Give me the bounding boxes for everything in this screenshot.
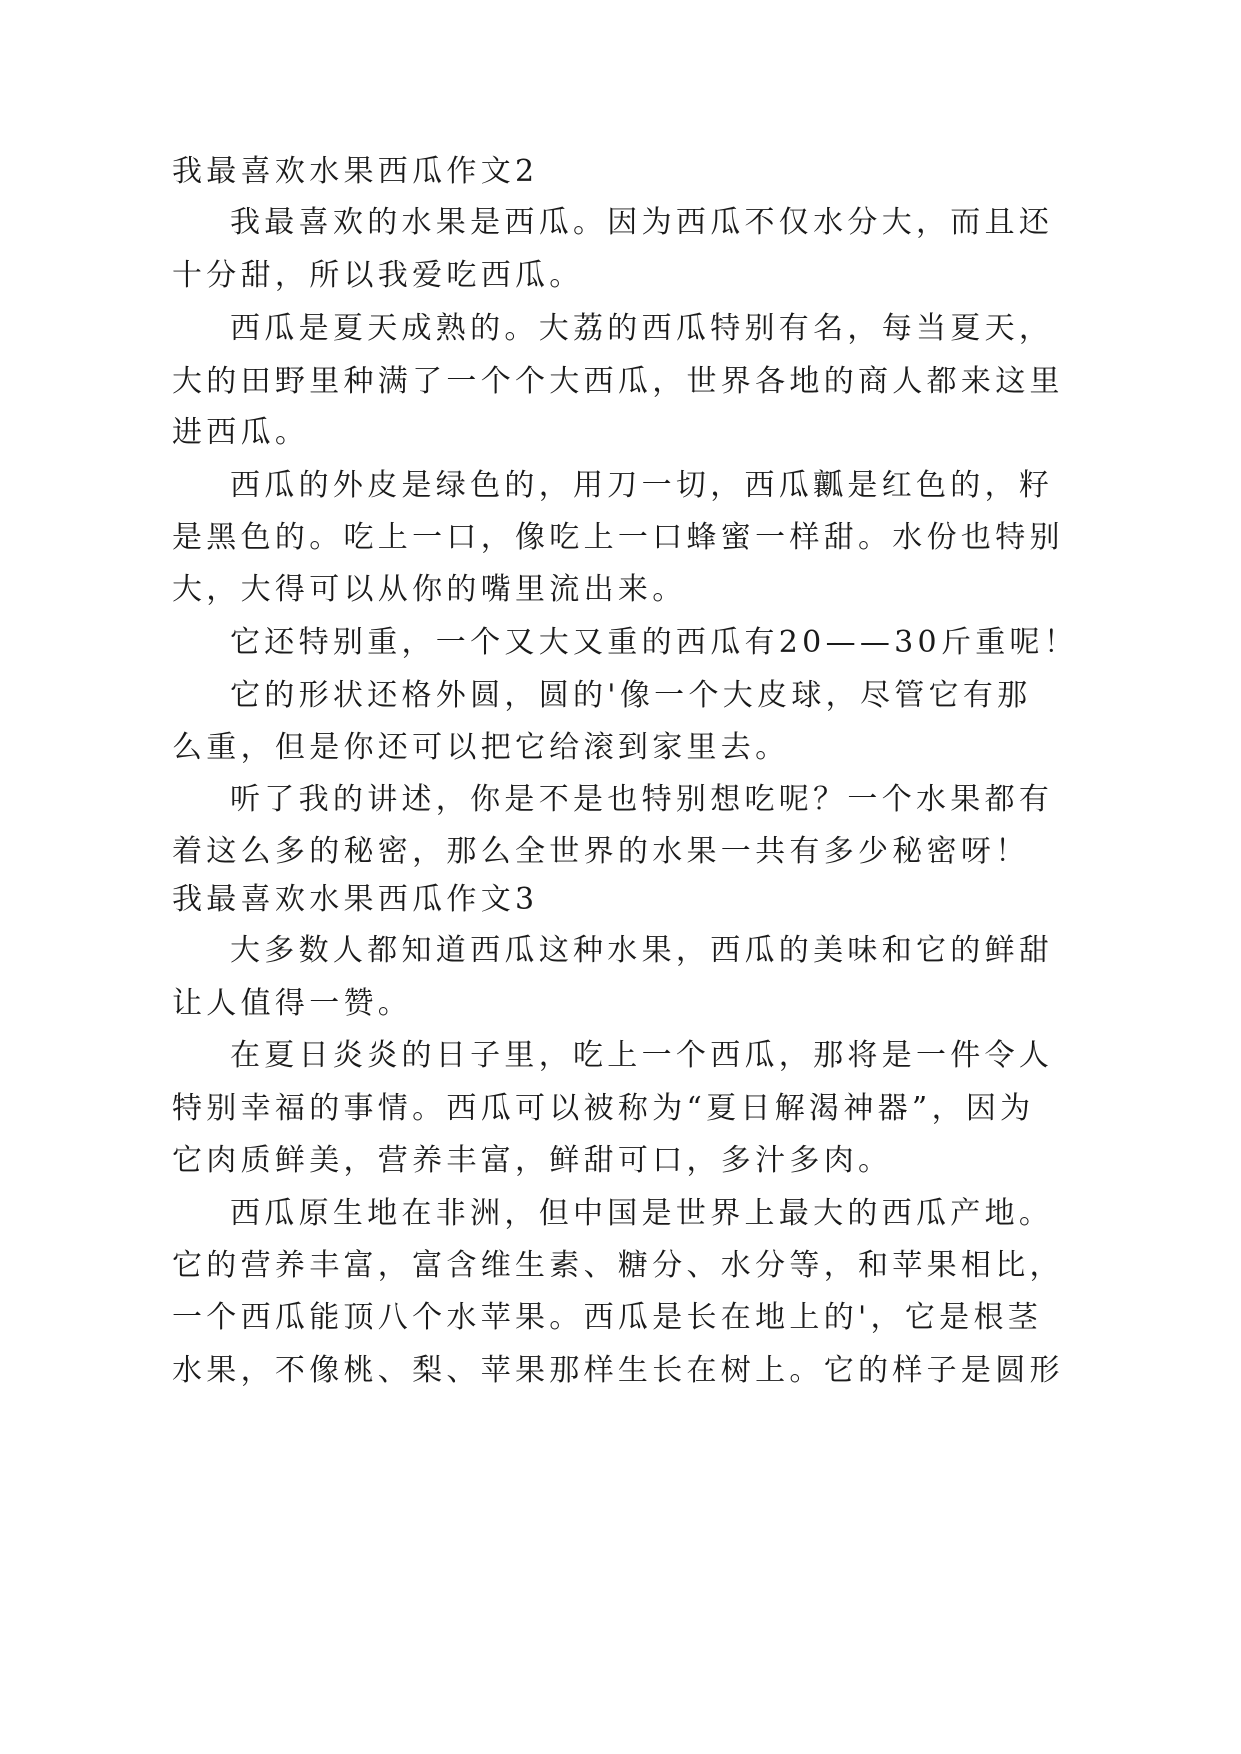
paragraph-line: 着这么多的秘密，那么全世界的水果一共有多少秘密呀！: [172, 834, 1030, 869]
paragraph-line: 让人值得一赞。: [172, 986, 413, 1021]
paragraph-line: 么重，但是你还可以把它给滚到家里去。: [172, 730, 790, 765]
paragraph-line: 它的形状还格外圆，圆的'像一个大皮球，尽管它有那: [230, 678, 1032, 713]
essay-heading-2: 我最喜欢水果西瓜作文2: [172, 154, 539, 189]
paragraph-line: 西瓜原生地在非洲，但中国是世界上最大的西瓜产地。: [230, 1196, 1054, 1231]
paragraph-line: 听了我的讲述，你是不是也特别想吃呢？一个水果都有: [230, 782, 1054, 817]
paragraph-line: 我最喜欢的水果是西瓜。因为西瓜不仅水分大，而且还: [230, 205, 1054, 240]
paragraph-line: 西瓜是夏天成熟的。大荔的西瓜特别有名，每当夏天，: [230, 311, 1054, 346]
paragraph-line: 它的营养丰富，富含维生素、糖分、水分等，和苹果相比，: [172, 1248, 1064, 1283]
paragraph-line: 特别幸福的事情。西瓜可以被称为“夏日解渴神器”，因为: [172, 1091, 1035, 1126]
essay-heading-3: 我最喜欢水果西瓜作文3: [172, 882, 539, 917]
paragraph-line: 水果，不像桃、梨、苹果那样生长在树上。它的样子是圆形: [172, 1353, 1064, 1388]
paragraph-line: 大，大得可以从你的嘴里流出来。: [172, 572, 687, 607]
paragraph-line: 十分甜，所以我爱吃西瓜。: [172, 258, 584, 293]
paragraph-line: 它肉质鲜美，营养丰富，鲜甜可口，多汁多肉。: [172, 1143, 893, 1178]
paragraph-line: 它还特别重，一个又大又重的西瓜有20——30斤重呢！: [230, 625, 1079, 660]
paragraph-line: 是黑色的。吃上一口，像吃上一口蜂蜜一样甜。水份也特别: [172, 520, 1064, 555]
paragraph-line: 大多数人都知道西瓜这种水果，西瓜的美味和它的鲜甜: [230, 933, 1054, 968]
paragraph-line: 大的田野里种满了一个个大西瓜，世界各地的商人都来这里: [172, 364, 1064, 399]
paragraph-line: 进西瓜。: [172, 415, 310, 450]
paragraph-line: 一个西瓜能顶八个水苹果。西瓜是长在地上的'，它是根茎: [172, 1300, 1043, 1335]
paragraph-line: 西瓜的外皮是绿色的，用刀一切，西瓜瓤是红色的，籽: [230, 468, 1054, 503]
paragraph-line: 在夏日炎炎的日子里，吃上一个西瓜，那将是一件令人: [230, 1038, 1054, 1073]
